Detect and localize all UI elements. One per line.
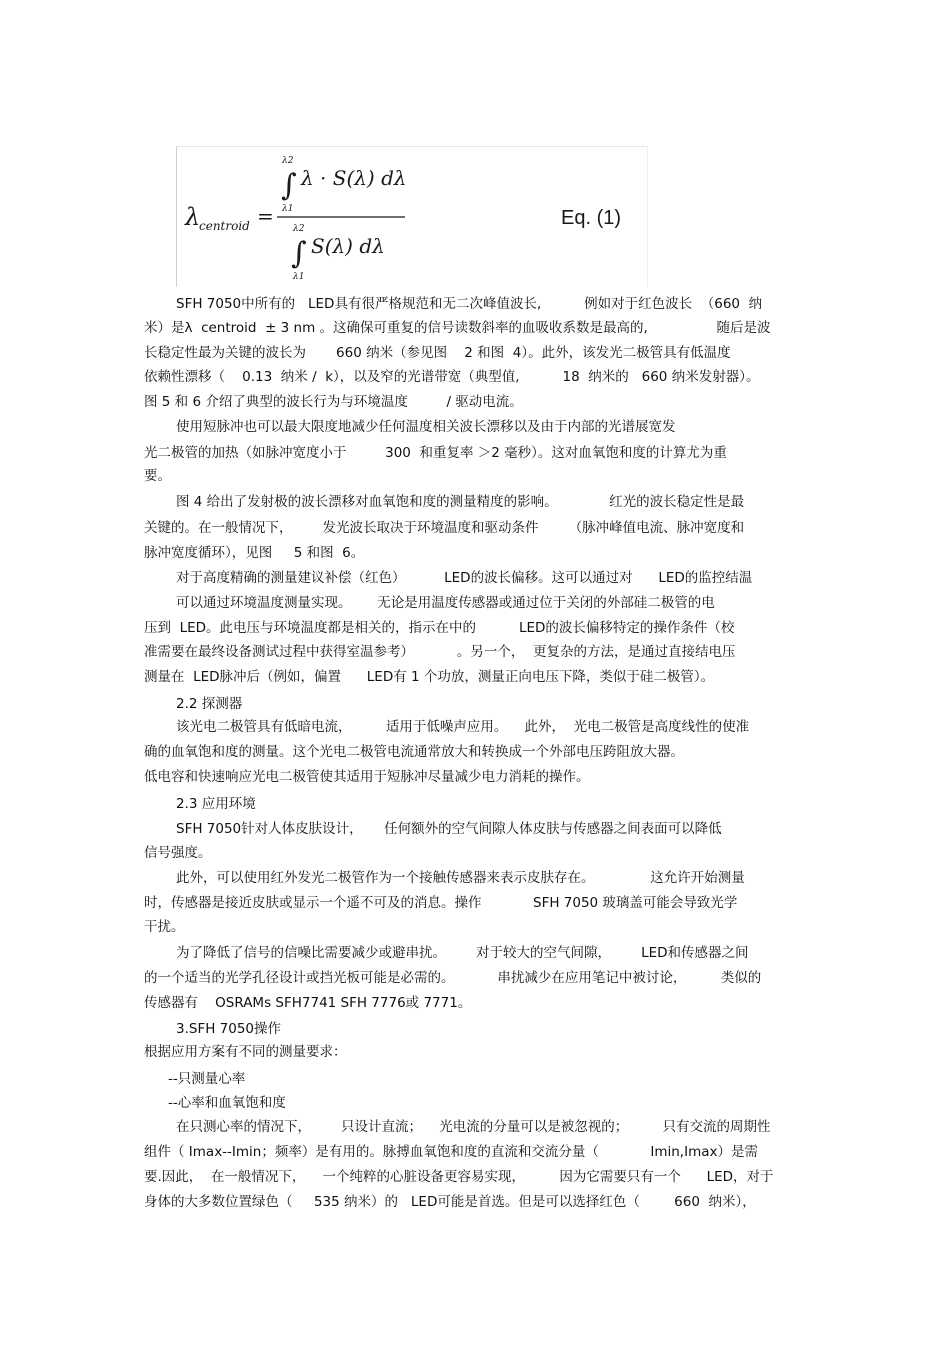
text-line: 时，传感器是接近皮肤或显示一个遥不可及的消息。操作 SFH 7050 玻璃盖可能会导致光学 bbox=[144, 895, 738, 911]
text-line: 确的血氧饱和度的测量。这个光电二极管电流通常放大和转换成一个外部电压跨阻放大器。 bbox=[144, 744, 684, 760]
text-line: 测量在 LED脉冲后（例如，偏置 LED有 1 个功放，测量正向电压下降，类似于硅二极管）。 bbox=[144, 669, 715, 685]
eq-denominator: S(λ) dλ bbox=[311, 234, 385, 258]
text-line: SFH 7050针对人体皮肤设计， 任何额外的空气间隙人体皮肤与传感器之间表面可以降低 bbox=[176, 821, 722, 837]
section-heading: 2.2 探测器 bbox=[176, 696, 243, 712]
text-line: 身体的大多数位置绿色（ 535 纳米）的 LED可能是首选。但是可以选择红色（ 660 纳米）， bbox=[144, 1194, 756, 1210]
text-line: 的一个适当的光学孔径设计或挡光板可能是必需的。 串扰减少在应用笔记中被讨论， 类似的 bbox=[144, 970, 762, 986]
text-line: 此外，可以使用红外发光二极管作为一个接触传感器来表示皮肤存在。 这允许开始测量 bbox=[176, 870, 745, 886]
text-line: 为了降低了信号的信噪比需要减少或避串扰。 对于较大的空气间隙， LED和传感器之间 bbox=[176, 945, 749, 961]
text-line: 要.因此， 在一般情况下， 一个纯粹的心脏设备更容易实现， 因为它需要只有一个 LED，对于 bbox=[144, 1169, 774, 1185]
equation-figure bbox=[176, 146, 648, 287]
eq-den-upper-limit: λ2 bbox=[293, 224, 305, 234]
eq-num-upper-limit: λ2 bbox=[282, 156, 294, 166]
eq-lhs-subscript: centroid bbox=[199, 219, 250, 233]
eq-numerator: λ · S(λ) dλ bbox=[301, 166, 407, 190]
list-item: --心率和血氧饱和度 bbox=[168, 1095, 286, 1111]
section-heading: 2.3 应用环境 bbox=[176, 796, 256, 812]
text-line: 关键的。在一般情况下， 发光波长取决于环境温度和驱动条件 （脉冲峰值电流、脉冲宽度和 bbox=[144, 520, 745, 536]
text-line: 使用短脉冲也可以最大限度地减少任何温度相关波长漂移以及由于内部的光谱展宽发 bbox=[176, 419, 676, 435]
text-line: 信号强度。 bbox=[144, 845, 212, 861]
text-line: 可以通过环境温度测量实现。 无论是用温度传感器或通过位于关闭的外部硅二极管的电 bbox=[176, 595, 715, 611]
text-line: 米）是λ centroid ± 3 nm 。这确保可重复的信号读数斜率的血吸收系数是最高的, 随后是波 bbox=[144, 320, 771, 336]
text-line: 传感器有 OSRAMs SFH7741 SFH 7776或 7771。 bbox=[144, 995, 472, 1011]
text-line: 干扰。 bbox=[144, 919, 185, 935]
text-line: 组件（ Imax--Imin；频率）是有用的。脉搏血氧饱和度的直流和交流分量（ Imin,Imax）是需 bbox=[144, 1144, 758, 1160]
text-line: SFH 7050中所有的 LED具有很严格规范和无二次峰值波长, 例如对于红色波长 （660 纳 bbox=[176, 296, 763, 312]
eq-den-integral-sign: ∫ bbox=[291, 236, 307, 271]
text-line: 该光电二极管具有低暗电流， 适用于低噪声应用。 此外， 光电二极管是高度线性的使准 bbox=[176, 719, 750, 735]
text-line: 图 5 和 6 介绍了典型的波长行为与环境温度 / 驱动电流。 bbox=[144, 394, 523, 410]
list-item: --只测量心率 bbox=[168, 1071, 246, 1087]
eq-num-lower-limit: λ1 bbox=[282, 204, 294, 214]
eq-label: Eq. (1) bbox=[561, 207, 622, 229]
eq-den-lower-limit: λ1 bbox=[293, 272, 305, 282]
eq-equals: = bbox=[257, 204, 274, 228]
text-line: 根据应用方案有不同的测量要求： bbox=[144, 1044, 347, 1060]
section-heading: 3.SFH 7050操作 bbox=[176, 1021, 282, 1037]
text-line: 准需要在最终设备测试过程中获得室温参考） 。另一个， 更复杂的方法，是通过直接结电压 bbox=[144, 644, 736, 660]
text-line: 长稳定性最为关键的波长为 660 纳米（参见图 2 和图 4）。此外，该发光二极管具有低温度 bbox=[144, 345, 731, 361]
text-line: 对于高度精确的测量建议补偿（红色） LED的波长偏移。这可以通过对 LED的监控结温 bbox=[176, 570, 753, 586]
text-line: 图 4 给出了发射极的波长漂移对血氧饱和度的测量精度的影响。 红光的波长稳定性是最 bbox=[176, 494, 745, 510]
text-line: 脉冲宽度循环），见图 5 和图 6。 bbox=[144, 545, 365, 561]
text-line: 要。 bbox=[144, 468, 171, 484]
text-line: 低电容和快速响应光电二极管使其适用于短脉冲尽量减少电力消耗的操作。 bbox=[144, 769, 590, 785]
eq-lhs-symbol: λ bbox=[185, 203, 201, 231]
eq-num-integral-sign: ∫ bbox=[281, 168, 297, 203]
text-line: 压到 LED。此电压与环境温度都是相关的，指示在中的 LED的波长偏移特定的操作条件（校 bbox=[144, 620, 735, 636]
text-line: 光二极管的加热（如脉冲宽度小于 300 和重复率 ＞2 毫秒）。这对血氧饱和度的计算尤为重 bbox=[144, 445, 727, 461]
equation-svg bbox=[177, 147, 647, 287]
text-line: 在只测心率的情况下， 只设计直流； 光电流的分量可以是被忽视的； 只有交流的周期性 bbox=[176, 1119, 771, 1135]
text-line: 依赖性漂移（ 0.13 纳米 / k），以及窄的光谱带宽（典型值, 18 纳米的 660 纳米发射器）。 bbox=[144, 369, 760, 385]
